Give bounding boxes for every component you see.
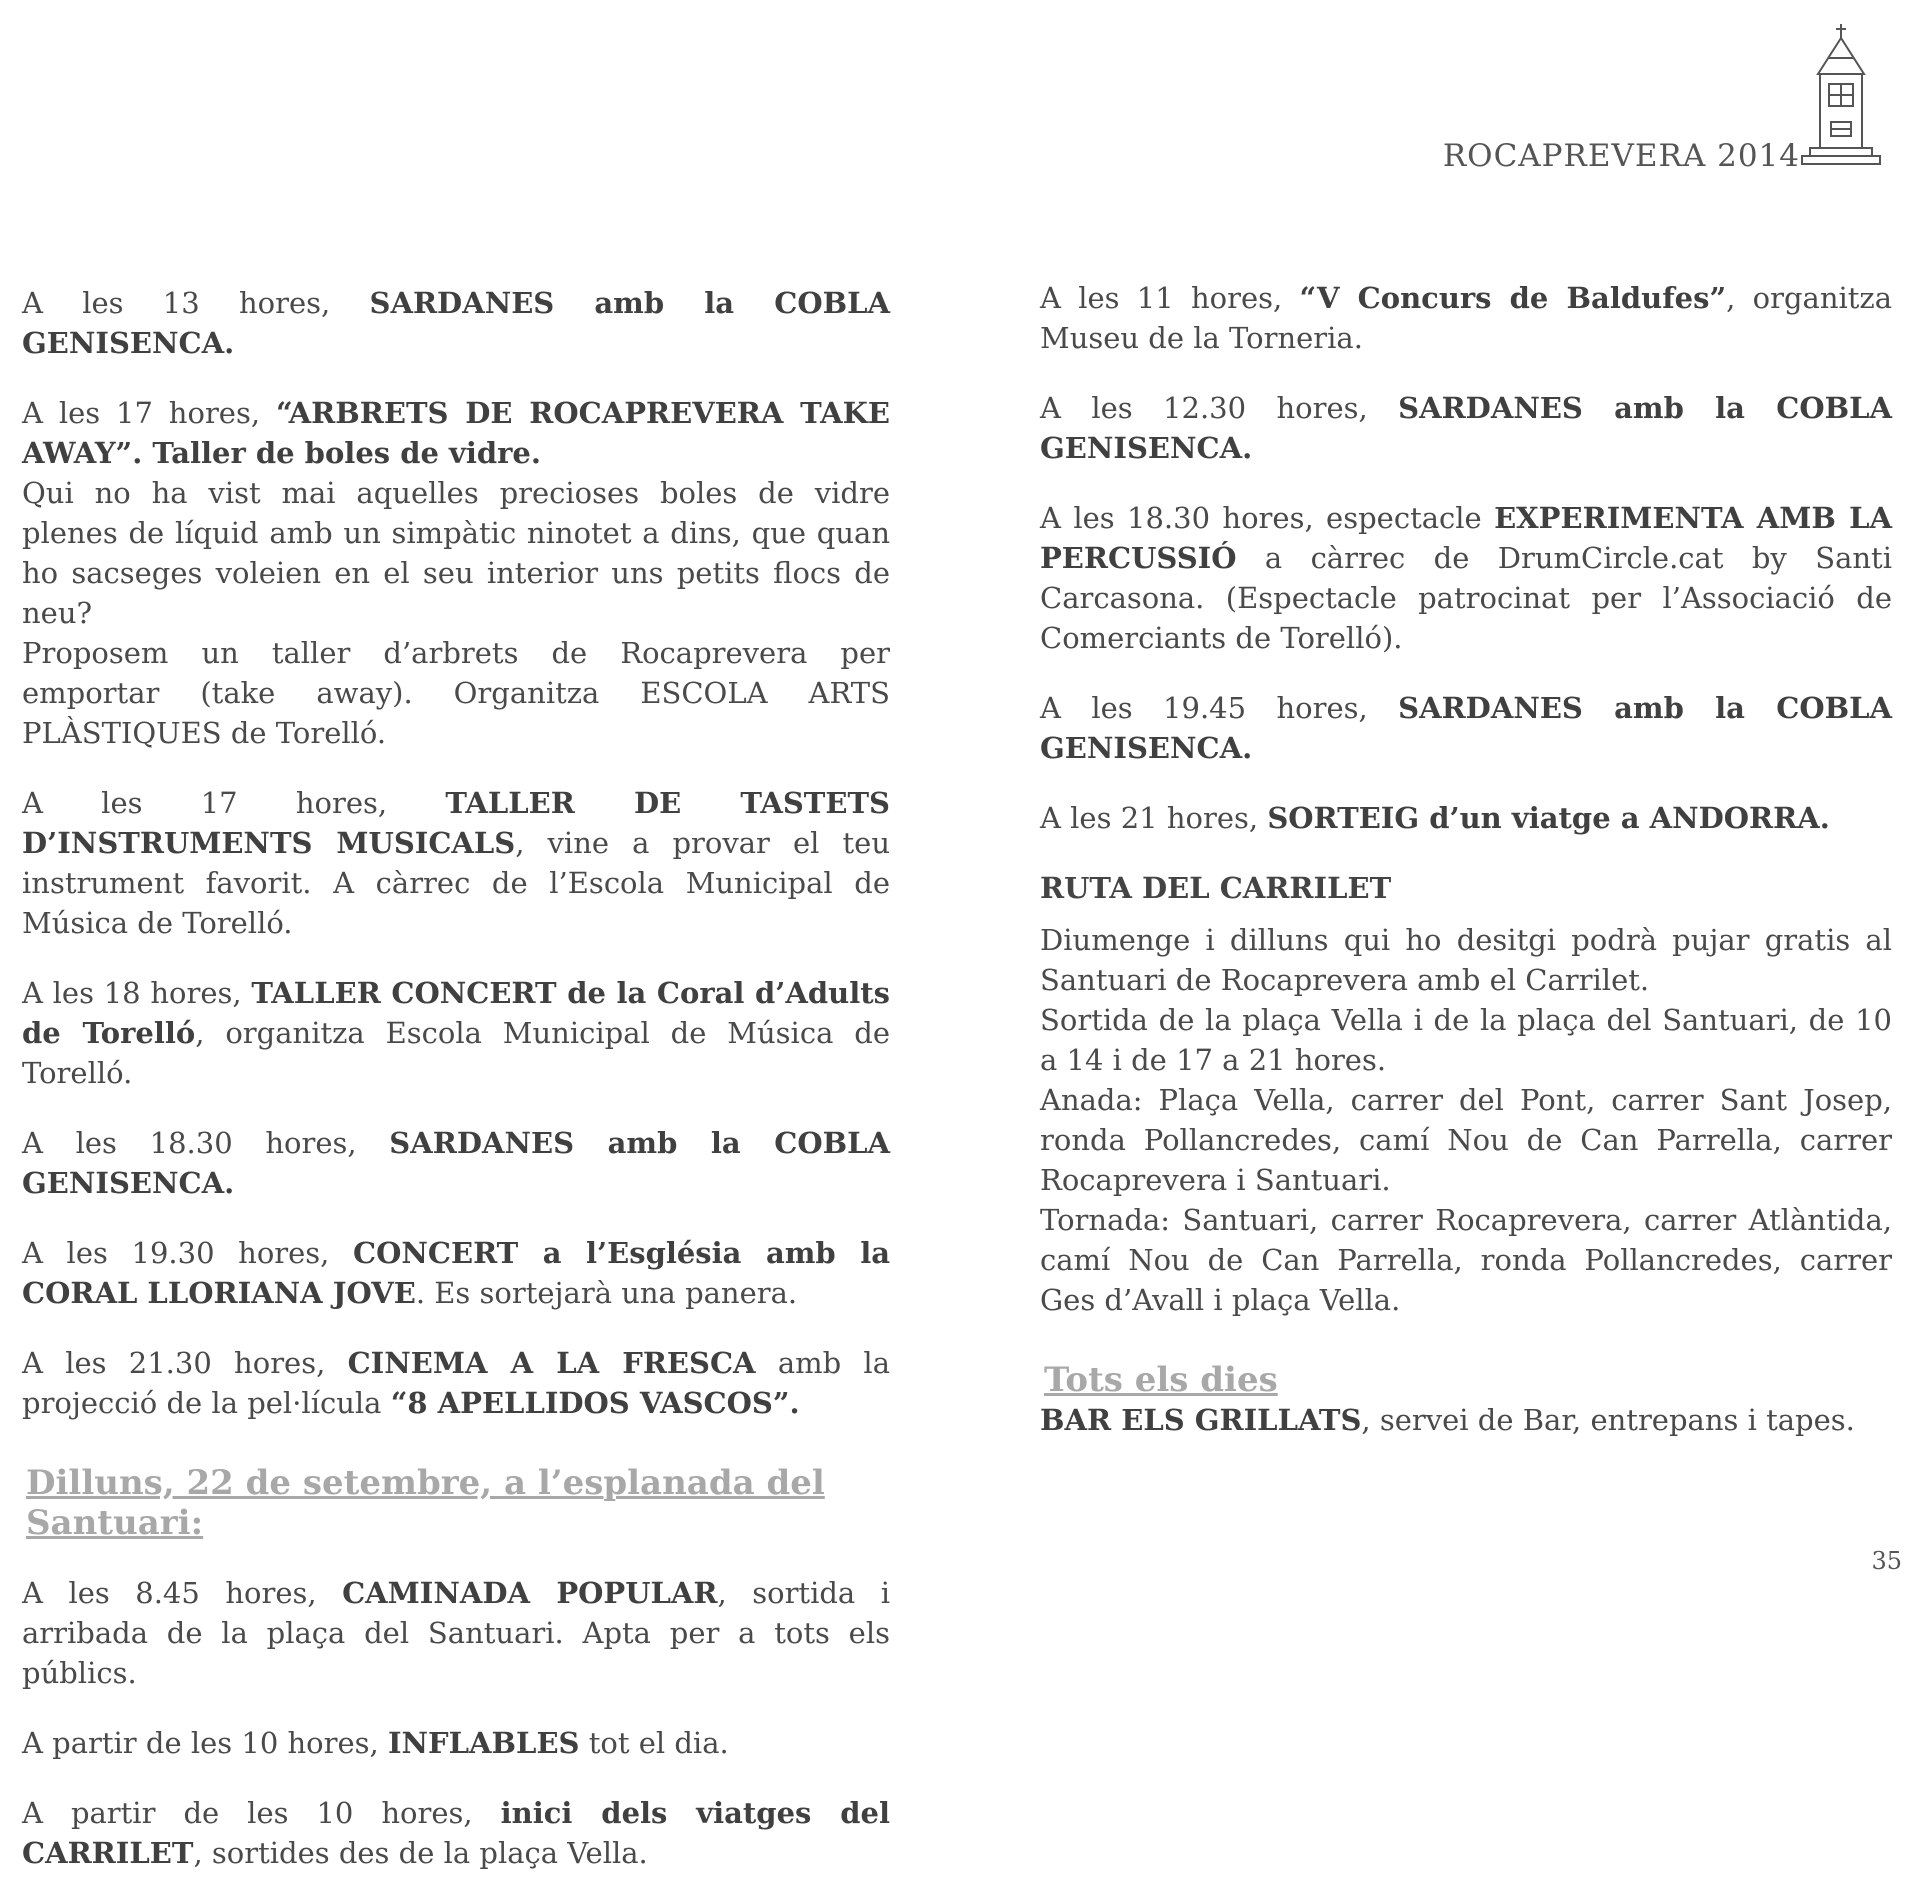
ruta-carrilet-intro: Diumenge i dilluns qui ho desitgi podrà pujar gratis al Santuari de Rocaprevera amb el Carrilet. [1040, 923, 1892, 997]
event-arbrets-organizer: Proposem un taller d’arbrets de Rocaprevera per emportar (take away). Organitza ESCOLA ARTS PLÀSTIQUES de Torelló. [22, 636, 890, 750]
event-sorteig-andorra: A les 21 hores, SORTEIG d’un viatge a ANDORRA. [1040, 801, 1830, 835]
event-sardanes-13h: A les 13 hores, SARDANES amb la COBLA GENISENCA. [22, 286, 890, 360]
page-header-title: ROCAPREVERA 2014 [1442, 138, 1800, 174]
event-sardanes-1830: A les 18.30 hores, SARDANES amb la COBLA GENISENCA. [22, 1126, 891, 1200]
event-bar-grillats: BAR ELS GRILLATS, servei de Bar, entrepans i tapes. [1040, 1403, 1855, 1437]
sanctuary-tower-logo [1800, 22, 1882, 170]
event-inflables: A partir de les 10 hores, INFLABLES tot el dia. [22, 1726, 729, 1760]
right-column [1040, 278, 1892, 1470]
event-arbrets-title: A les 17 hores, “ARBRETS DE ROCAPREVERA TAKE AWAY”. Taller de boles de vidre. [22, 396, 890, 470]
event-cinema-fresca: A les 21.30 hores, CINEMA A LA FRESCA amb la projecció de la pel·lícula “8 APELLIDOS VASCOS”. [22, 1346, 890, 1420]
event-concert-esglesia: A les 19.30 hores, CONCERT a l’Església amb la CORAL LLORIANA JOVE. Es sortejarà una panera. [22, 1236, 890, 1310]
event-concurs-baldufes: A les 11 hores, “V Concurs de Baldufes”, organitza Museu de la Torneria. [1040, 281, 1892, 355]
ruta-carrilet-tornada: Tornada: Santuari, carrer Rocaprevera, carrer Atlàntida, camí Nou de Can Parrella, ronda Pollancredes, carrer Ges d’Avall i plaça Vella. [1040, 1203, 1892, 1317]
event-taller-concert: A les 18 hores, TALLER CONCERT de la Coral d’Adults de Torelló, organitza Escola Municipal de Música de Torelló. [22, 976, 890, 1090]
event-sardanes-1230: A les 12.30 hores, SARDANES amb la COBLA GENISENCA. [1040, 391, 1892, 465]
page-number: 35 [1871, 1547, 1902, 1575]
event-tastets-instruments: A les 17 hores, TALLER DE TASTETS D’INSTRUMENTS MUSICALS, vine a provar el teu instrument favorit. A càrrec de l’Escola Municipal de Música de Torelló. [22, 786, 890, 940]
event-caminada-popular: A les 8.45 hores, CAMINADA POPULAR, sortida i arribada de la plaça del Santuari. Apta per a tots els públics. [22, 1576, 890, 1690]
section-heading-tots-els-dies: Tots els dies [1044, 1360, 1278, 1400]
event-arbrets-description: Qui no ha vist mai aquelles precioses boles de vidre plenes de líquid amb un simpàtic ninotet a dins, que quan ho sacseges voleien en el seu interior uns petits flocs de neu? [22, 476, 890, 630]
ruta-carrilet-anada: Anada: Plaça Vella, carrer del Pont, carrer Sant Josep, ronda Pollancredes, camí Nou de Can Parrella, carrer Rocaprevera i Santuari. [1040, 1083, 1892, 1197]
event-experimenta-percussio: A les 18.30 hores, espectacle EXPERIMENTA AMB LA PERCUSSIÓ a càrrec de DrumCircle.cat by Santi Carcasona. (Espectacle patrocinat per l’Associació de Comerciants de Torelló). [1040, 501, 1892, 655]
ruta-carrilet-schedule: Sortida de la plaça Vella i de la plaça del Santuari, de 10 a 14 i de 17 a 21 hores. [1040, 1003, 1892, 1077]
section-heading-dilluns: Dilluns, 22 de setembre, a l’esplanada del Santuari: [26, 1463, 825, 1543]
ruta-carrilet-heading: RUTA DEL CARRILET [1040, 871, 1392, 905]
event-carrilet-start: A partir de les 10 hores, inici dels viatges del CARRILET, sortides des de la plaça Vella. [22, 1796, 890, 1870]
left-column [22, 283, 890, 1903]
event-sardanes-1945: A les 19.45 hores, SARDANES amb la COBLA GENISENCA. [1040, 691, 1892, 765]
